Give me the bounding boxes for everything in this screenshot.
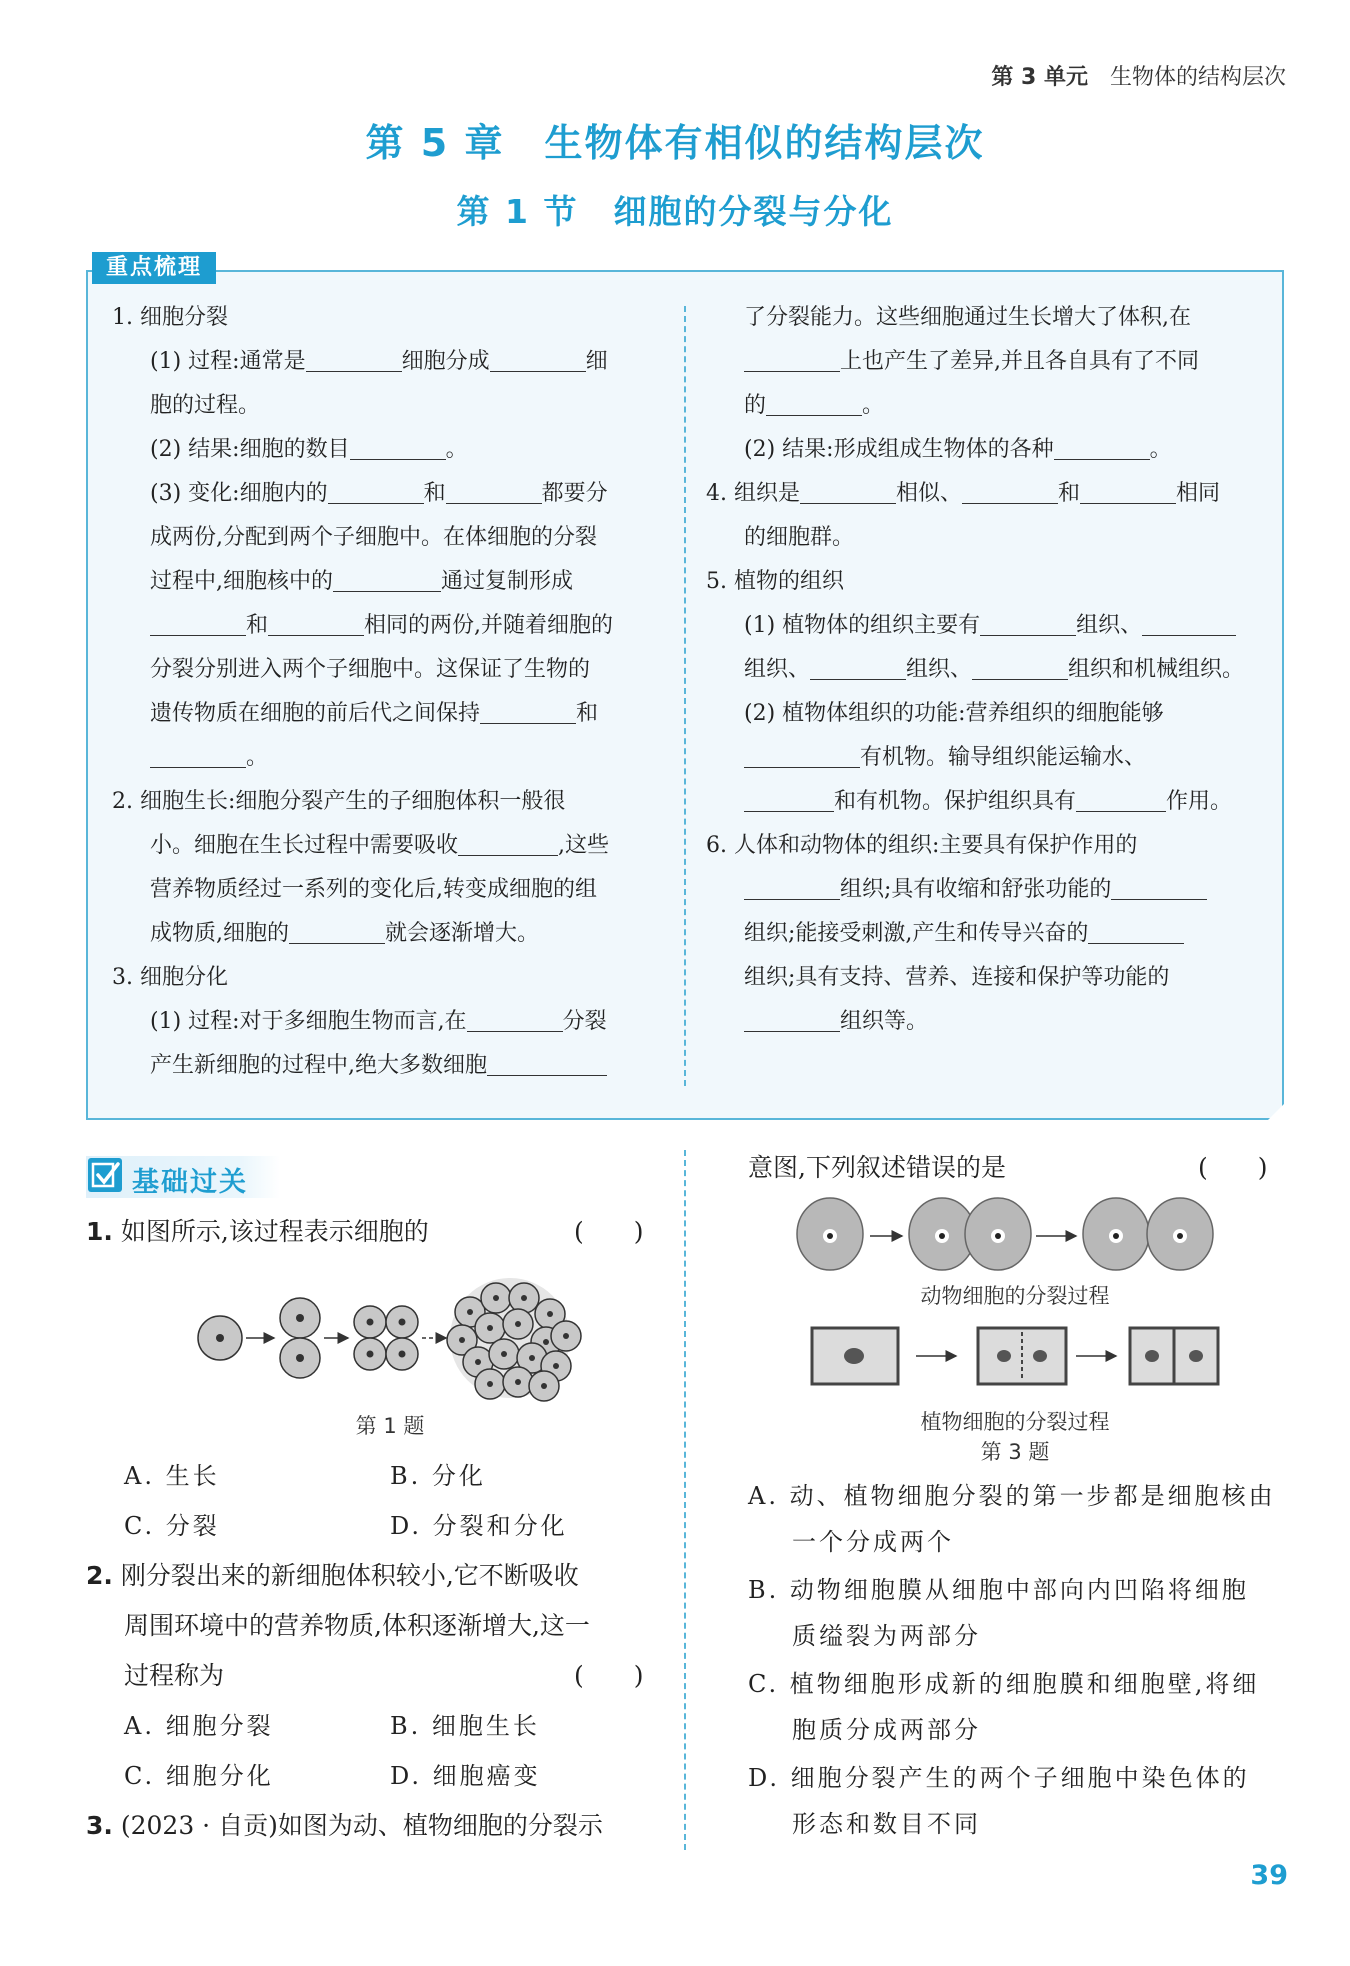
chapter-title: 第 5 章 生物体有相似的结构层次 (365, 121, 985, 165)
fill-blank[interactable] (306, 349, 402, 372)
text-line: 产生新细胞的过程中,绝大多数细胞 (112, 1044, 660, 1088)
fill-blank[interactable] (458, 833, 558, 856)
animal-cell-division-figure (790, 1192, 1240, 1292)
text-line: (1) 过程:对于多细胞生物而言,在 分裂 (150, 1009, 607, 1034)
basic-section-label: 基础过关 (132, 1167, 248, 1198)
fill-blank[interactable] (744, 745, 860, 768)
fill-blank[interactable] (1080, 481, 1176, 504)
fill-blank[interactable] (480, 701, 576, 724)
page-number: 39 (1250, 1860, 1288, 1891)
text-line: 组织;具有收缩和舒张功能的 (706, 868, 1256, 912)
text-line: 3. 细胞分化 (112, 965, 228, 990)
option-a-cont: 一个分成两个 (792, 1528, 954, 1556)
text-line: 和有机物。保护组织具有 作用。 (706, 780, 1256, 824)
fill-blank[interactable] (150, 745, 246, 768)
text-line: (2) 结果:细胞的数目 。 (150, 437, 468, 462)
text-line: 1. 细胞分裂 (112, 305, 228, 330)
fill-blank[interactable] (744, 349, 840, 372)
questions-divider (684, 1150, 686, 1850)
text-line: 遗传物质在细胞的前后代之间保持 和 (150, 701, 599, 726)
figure-1-caption: 第 1 题 (355, 1414, 425, 1438)
fill-blank[interactable] (744, 789, 834, 812)
question-2-line: 周围环境中的营养物质,体积逐渐增大,这一 (124, 1611, 590, 1640)
answer-paren-1[interactable]: ( ) (574, 1217, 644, 1246)
fill-blank[interactable] (1142, 613, 1236, 636)
fill-blank[interactable] (1054, 437, 1150, 460)
text-line: (2) 植物体组织的功能:营养组织的细胞能够 (744, 701, 1164, 726)
text-line: 过程中,细胞核中的 通过复制形成 (150, 569, 574, 594)
option-d[interactable]: D. 细胞分裂产生的两个子细胞中染色体的 (748, 1764, 1250, 1792)
fill-blank[interactable] (744, 1009, 840, 1032)
fill-blank[interactable] (289, 921, 385, 944)
plant-division-caption: 植物细胞的分裂过程 (920, 1410, 1110, 1434)
text-line: 成物质,细胞的 就会逐渐增大。 (150, 921, 540, 946)
fill-blank[interactable] (972, 657, 1068, 680)
fill-blank[interactable] (980, 613, 1076, 636)
fill-blank[interactable] (467, 1009, 563, 1032)
option-a[interactable]: A. 细胞分裂 (124, 1712, 274, 1740)
fill-blank[interactable] (1088, 921, 1184, 944)
figure-3-caption: 第 3 题 (980, 1440, 1050, 1464)
text-line: 5. 植物的组织 (706, 569, 844, 594)
text-line: 组织等。 (706, 1000, 1256, 1044)
text-line: 2. 细胞生长:细胞分裂产生的子细胞体积一般很 (112, 789, 566, 814)
text-line: 了分裂能力。这些细胞通过生长增大了体积,在 (744, 305, 1191, 330)
text-line: 的细胞群。 (744, 525, 855, 550)
fill-blank[interactable] (1111, 877, 1207, 900)
fill-blank[interactable] (350, 437, 446, 460)
text-line: 4. 组织是 相似、 和 相同 (706, 481, 1221, 506)
question-2-line: 过程称为 (124, 1661, 225, 1690)
option-b[interactable]: B. 动物细胞膜从细胞中部向内凹陷将细胞 (748, 1576, 1249, 1604)
text-line: (1) 过程:通常是 细胞分成 细 (150, 349, 608, 374)
key-points-divider (684, 306, 686, 1086)
checkbox-icon (88, 1158, 122, 1192)
plant-cell-division-figure (806, 1320, 1226, 1392)
unit-label: 第 3 单元 (991, 65, 1088, 90)
option-c[interactable]: C. 分裂 (124, 1512, 220, 1540)
fill-blank[interactable] (333, 569, 441, 592)
option-d[interactable]: D. 分裂和分化 (390, 1512, 568, 1540)
text-line: 组织、 组织、 组织和机械组织。 (744, 657, 1245, 682)
text-line: (3) 变化:细胞内的 和 都要分 (150, 481, 608, 506)
text-line: 分裂分别进入两个子细胞中。这保证了生物的 (150, 657, 591, 682)
text-line: 胞的过程。 (150, 393, 261, 418)
fill-blank[interactable] (490, 349, 586, 372)
text-line: 。 (112, 736, 660, 780)
text-line: 上也产生了差异,并且各自具有了不同 (706, 340, 1256, 384)
fill-blank[interactable] (150, 613, 246, 636)
option-c-cont: 胞质分成两部分 (792, 1716, 981, 1744)
question-3: 3. (2023 · 自贡)如图为动、植物细胞的分裂示 (86, 1811, 603, 1840)
fill-blank[interactable] (800, 481, 896, 504)
text-line: 营养物质经过一系列的变化后,转变成细胞的组 (150, 877, 597, 902)
text-line: 组织;能接受刺激,产生和传导兴奋的 (706, 912, 1256, 956)
text-line: 组织;具有支持、营养、连接和保护等功能的 (744, 965, 1170, 990)
text-line: 6. 人体和动物体的组织:主要具有保护作用的 (706, 833, 1138, 858)
option-d[interactable]: D. 细胞癌变 (390, 1762, 541, 1790)
animal-division-caption: 动物细胞的分裂过程 (920, 1284, 1110, 1308)
fill-blank[interactable] (1076, 789, 1166, 812)
question-2: 2. 刚分裂出来的新细胞体积较小,它不断吸收 (86, 1561, 579, 1590)
answer-paren-3[interactable]: ( ) (1198, 1153, 1268, 1182)
fill-blank[interactable] (487, 1053, 607, 1076)
unit-title: 生物体的结构层次 (1109, 65, 1286, 90)
fill-blank[interactable] (446, 481, 542, 504)
key-points-left-column (112, 296, 660, 1088)
question-1: 1. 如图所示,该过程表示细胞的 (86, 1217, 429, 1246)
section-title: 第 1 节 细胞的分裂与分化 (456, 192, 894, 231)
fill-blank[interactable] (744, 877, 840, 900)
option-b-cont: 质缢裂为两部分 (792, 1622, 981, 1650)
option-d-cont: 形态和数目不同 (792, 1810, 981, 1838)
key-points-tag: 重点梳理 (92, 252, 216, 284)
option-c[interactable]: C. 细胞分化 (124, 1762, 274, 1790)
fill-blank[interactable] (268, 613, 364, 636)
fill-blank[interactable] (962, 481, 1058, 504)
option-c[interactable]: C. 植物细胞形成新的细胞膜和细胞壁,将细 (748, 1670, 1260, 1698)
option-a[interactable]: A. 动、植物细胞分裂的第一步都是细胞核由 (748, 1482, 1276, 1510)
fill-blank[interactable] (766, 393, 862, 416)
cell-division-figure-1 (190, 1262, 590, 1412)
text-line: 小。细胞在生长过程中需要吸收 ,这些 (150, 833, 610, 858)
text-line: (1) 植物体的组织主要有 组织、 (706, 604, 1256, 648)
text-line: 和 相同的两份,并随着细胞的 (112, 604, 660, 648)
fill-blank[interactable] (810, 657, 906, 680)
key-points-right-column (706, 296, 1256, 1044)
text-line: 的 。 (744, 393, 885, 418)
unit-header (991, 60, 1286, 91)
option-a[interactable]: A. 生长 (124, 1462, 220, 1490)
option-b[interactable]: B. 细胞生长 (390, 1712, 540, 1740)
option-b[interactable]: B. 分化 (390, 1462, 486, 1490)
answer-paren-2[interactable]: ( ) (574, 1661, 644, 1690)
fill-blank[interactable] (328, 481, 424, 504)
text-line: (2) 结果:形成组成生物体的各种 。 (744, 437, 1172, 462)
text-line: 有机物。输导组织能运输水、 (706, 736, 1256, 780)
text-line: 成两份,分配到两个子细胞中。在体细胞的分裂 (150, 525, 597, 550)
question-3-line: 意图,下列叙述错误的是 (748, 1153, 1006, 1182)
